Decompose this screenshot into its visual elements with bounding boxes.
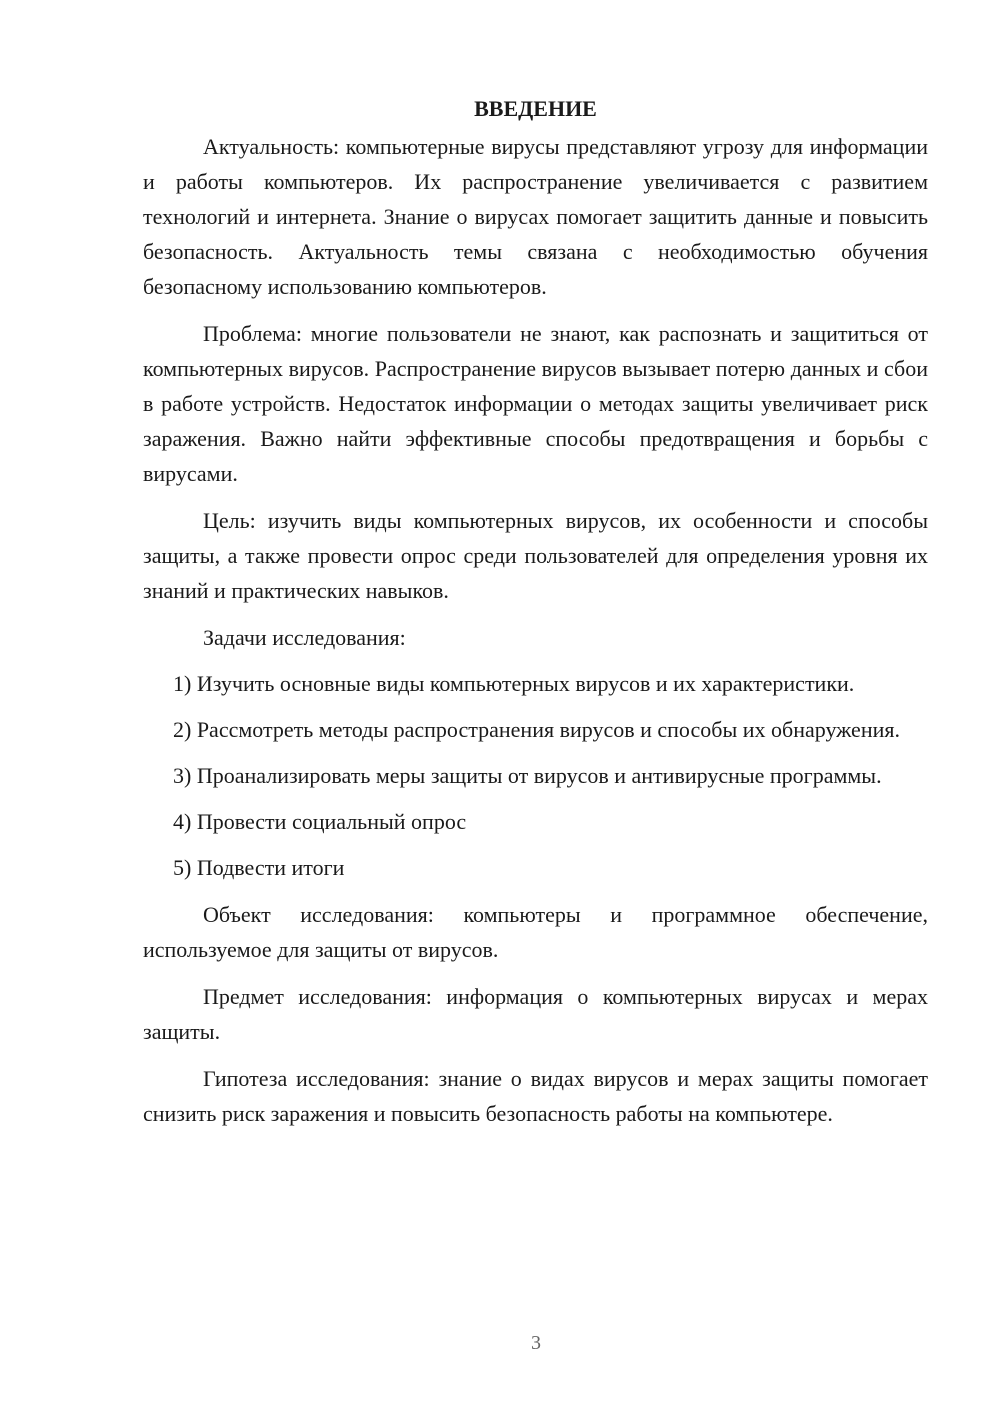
task-item-5: 5) Подвести итоги bbox=[173, 855, 345, 880]
paragraph-relevance: Актуальность: компьютерные вирусы представляют угрозу для информации и работы компьютеров. Их распространение увеличивается с развитием технологий и интернета. Знание о вирусах помогает защитить данные и повысить безопасность. Актуальность темы связана с необходимостью обучения безопасному использованию компьютеров. bbox=[143, 134, 928, 299]
task-item-1: 1) Изучить основные виды компьютерных вирусов и их характеристики. bbox=[173, 671, 855, 696]
paragraph-subject: Предмет исследования: информация о компьютерных вирусах и мерах защиты. bbox=[143, 984, 928, 1044]
paragraph-hypothesis: Гипотеза исследования: знание о видах вирусов и мерах защиты помогает снизить риск заражения и повысить безопасность работы на компьютере. bbox=[143, 1066, 928, 1126]
task-item-2: 2) Рассмотреть методы распространения вирусов и способы их обнаружения. bbox=[173, 717, 900, 742]
paragraph-tasks-heading: Задачи исследования: bbox=[203, 625, 406, 650]
paragraph-goal: Цель: изучить виды компьютерных вирусов, их особенности и способы защиты, а также провести опрос среди пользователей для определения уровня их знаний и практических навыков. bbox=[143, 508, 928, 603]
task-item-3: 3) Проанализировать меры защиты от вирусов и антивирусные программы. bbox=[173, 763, 882, 788]
paragraph-problem: Проблема: многие пользователи не знают, как распознать и защититься от компьютерных вирусов. Распространение вирусов вызывает потерю данных и сбои в работе устройств. Недостаток информации о методах защиты увеличивает риск заражения. Важно найти эффективные способы предотвращения и борьбы с вирусами. bbox=[143, 321, 928, 486]
page-number: 3 bbox=[531, 1332, 541, 1354]
page-title: ВВЕДЕНИЕ bbox=[474, 96, 597, 121]
task-item-4: 4) Провести социальный опрос bbox=[173, 809, 467, 834]
document-page bbox=[143, 92, 928, 1131]
paragraph-object: Объект исследования: компьютеры и программное обеспечение, используемое для защиты от вирусов. bbox=[143, 902, 928, 962]
